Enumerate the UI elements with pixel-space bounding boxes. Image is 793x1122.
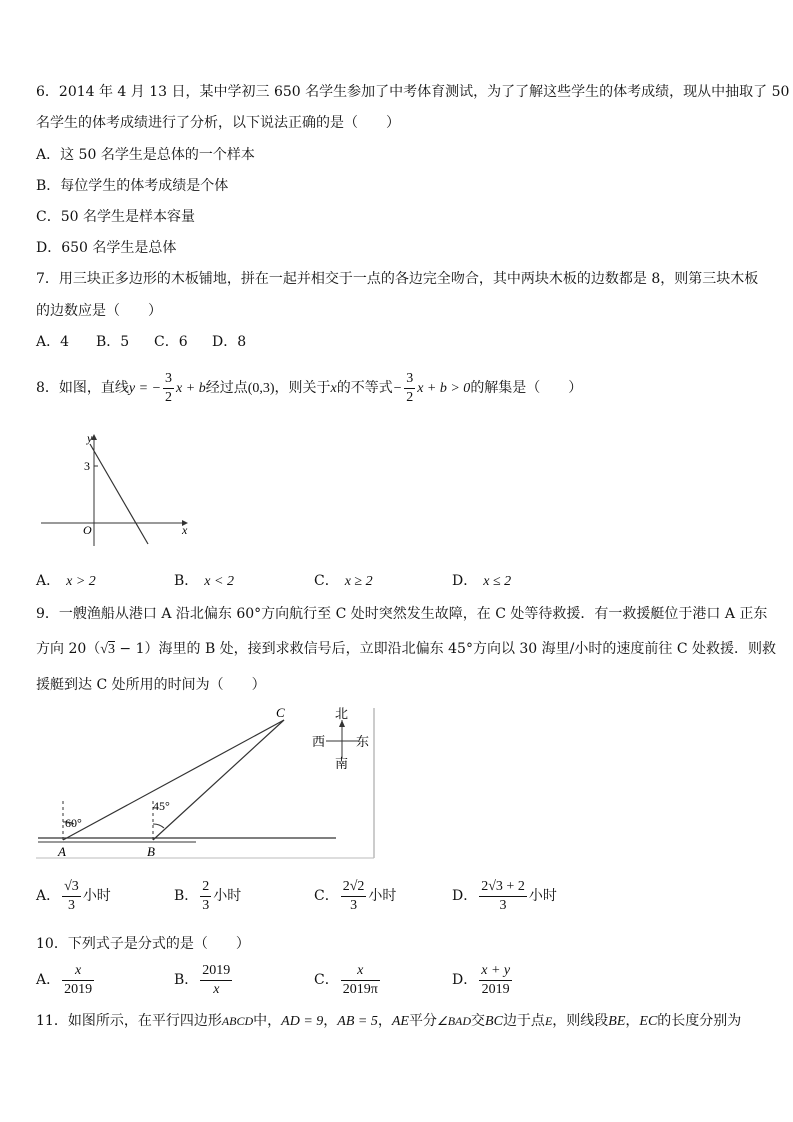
q9-option-d-letter: D． <box>452 888 478 904</box>
q10-option-b-den: x <box>213 981 220 997</box>
q9-option-d-den: 3 <box>499 897 507 913</box>
q9-option-b-unit: 小时 <box>213 888 242 904</box>
q9-option-d-frac <box>479 878 527 915</box>
y-tick-label: 3 <box>84 459 90 473</box>
q11-t10: 的长度分别为 <box>657 1013 742 1029</box>
q9-option-c <box>314 876 396 916</box>
q11-t2: 中， <box>253 1013 282 1029</box>
q11-abcd: ABCD <box>221 1014 254 1028</box>
q10-option-a-den: 2019 <box>64 981 93 997</box>
q9-option-b-letter: B． <box>174 888 199 904</box>
q10-option-b-num: 2019 <box>200 962 232 981</box>
q8-ineq-rhs: x + b > 0 <box>417 381 471 396</box>
compass-south: 南 <box>335 756 349 771</box>
q9-option-a-num: √3 <box>62 878 81 897</box>
x-axis-label: x <box>182 523 188 537</box>
origin-label: O <box>83 523 92 537</box>
q9-option-c-den: 3 <box>350 897 358 913</box>
label-a: A <box>58 844 66 859</box>
q9-option-c-letter: C． <box>314 888 339 904</box>
q11-t3: ， <box>323 1013 338 1029</box>
q8-ineq-fraction <box>404 370 415 407</box>
q6-option-c: C．50 名学生是样本容量 <box>36 209 195 225</box>
q11-be: BE <box>608 1014 626 1029</box>
q10-option-a <box>36 960 96 1000</box>
q8-mid3: 的不等式 <box>336 380 393 396</box>
q8-option-b-expr: x < 2 <box>204 574 234 589</box>
q11-bc: BC <box>485 1014 503 1029</box>
q9-sqrt: √3 <box>100 642 115 657</box>
q6-line1: 6．2014 年 4 月 13 日，某中学初三 650 名学生参加了中考体育测试，为了了解这些学生的体考成绩，现从中抽取了 50 <box>36 84 790 100</box>
q8-option-b-letter: B． <box>174 573 199 589</box>
q8-graph <box>36 428 196 550</box>
q10-option-c <box>314 960 382 1000</box>
q9-option-b-frac <box>200 878 211 915</box>
q8-option-c <box>314 572 373 591</box>
q9-figure <box>36 700 381 862</box>
q9-line2-b: − 1）海里的 B 处，接到求救信号后，立即沿北偏东 45°方向以 30 海里/小时的速度前往 C 处救援．则救 <box>114 641 776 657</box>
q9-option-b-den: 3 <box>202 897 210 913</box>
q9-line2-a: 方向 20（ <box>36 641 101 657</box>
q11-t4: ， <box>377 1013 392 1029</box>
angle-b-arc <box>153 824 164 828</box>
q8-option-c-letter: C． <box>314 573 339 589</box>
q7-option-b: B．5 <box>96 334 130 350</box>
q8-slope-num: 3 <box>163 370 174 389</box>
q11-t5: 平分 <box>408 1013 437 1029</box>
q11-t1: 11．如图所示，在平行四边形 <box>36 1013 222 1029</box>
q8-slope-den: 2 <box>165 389 173 405</box>
q10-option-b-frac <box>200 962 232 999</box>
q6-line2: 名学生的体考成绩进行了分析，以下说法正确的是（ ） <box>36 115 400 131</box>
q10-option-c-num: x <box>341 962 380 981</box>
q8-eq-lhs: y = − <box>128 381 162 396</box>
q9-line2 <box>36 640 776 659</box>
compass-arrow <box>339 720 345 727</box>
q8-eq-rhs: x + b <box>176 381 206 396</box>
q8-option-b <box>174 572 234 591</box>
q11-t6: 交 <box>471 1013 486 1029</box>
label-c: C <box>276 705 285 720</box>
q10-option-d-frac <box>479 962 512 999</box>
q7-option-d: D．8 <box>212 334 247 350</box>
q9-option-d-num: 2√3 + 2 <box>479 878 527 897</box>
q11-bad: ∠BAD <box>436 1014 472 1028</box>
compass-west: 西 <box>312 734 326 749</box>
q11-ec: EC <box>639 1014 658 1029</box>
q8-ineq-den: 2 <box>406 389 414 405</box>
q9-option-c-num: 2√2 <box>341 878 367 897</box>
q10-option-d <box>452 960 514 1000</box>
q8-option-d-expr: x ≤ 2 <box>483 574 512 589</box>
angle-b-label: 45° <box>153 799 170 813</box>
q11-ab: AB = 5 <box>337 1014 378 1029</box>
q8-option-c-expr: x ≥ 2 <box>344 574 373 589</box>
q6-option-d: D．650 名学生是总体 <box>36 240 177 256</box>
q7-option-a: A．4 <box>36 334 70 350</box>
q9-option-c-frac <box>341 878 367 915</box>
q9-option-a-letter: A． <box>36 888 61 904</box>
q10-option-b-letter: B． <box>174 972 199 988</box>
q10-option-d-letter: D． <box>452 972 478 988</box>
q8-slope-fraction <box>163 370 174 407</box>
q8-suffix: 的解集是（ ） <box>470 380 583 396</box>
y-axis-label: y <box>87 431 93 445</box>
q9-option-a-unit: 小时 <box>82 888 111 904</box>
q10-option-b <box>174 960 234 1000</box>
q8-var: x <box>330 381 337 396</box>
q10-option-a-letter: A． <box>36 972 61 988</box>
q8-ineq-num: 3 <box>404 370 415 389</box>
q8-mid: 经过点 <box>205 380 248 396</box>
q10-option-a-num: x <box>62 962 94 981</box>
q9-option-a-den: 3 <box>67 897 75 913</box>
q8-option-d-letter: D． <box>452 573 478 589</box>
q7-option-c: C．6 <box>154 334 188 350</box>
angle-a-label: 60° <box>65 816 82 830</box>
q8-option-d <box>452 572 511 591</box>
q8-prefix: 8．如图，直线 <box>36 380 129 396</box>
q10-option-d-num: x + y <box>479 962 512 981</box>
q11-line1 <box>36 1012 741 1031</box>
q11-e: E <box>544 1014 553 1028</box>
q8-mid2: ，则关于 <box>274 380 331 396</box>
q10-option-c-frac <box>341 962 380 999</box>
q6-option-b: B．每位学生的体考成绩是个体 <box>36 178 229 194</box>
q6-option-a: A．这 50 名学生是总体的一个样本 <box>36 147 255 163</box>
q7-line1: 7．用三块正多边形的木板铺地，拼在一起并相交于一点的各边完全吻合，其中两块木板的边数都是 8，则第三块木板 <box>36 271 759 287</box>
q7-line2: 的边数应是（ ） <box>36 303 162 319</box>
q10-option-c-letter: C． <box>314 972 339 988</box>
q11-t9: ， <box>625 1013 640 1029</box>
q8-option-a-expr: x > 2 <box>66 574 96 589</box>
q10-option-a-frac <box>62 962 94 999</box>
q9-option-d <box>452 876 557 916</box>
label-b: B <box>147 844 155 859</box>
q9-line3: 援艇到达 C 处所用的时间为（ ） <box>36 677 266 693</box>
q9-option-b-num: 2 <box>200 878 211 897</box>
q10-option-c-den: 2019π <box>342 981 378 997</box>
compass-east: 东 <box>356 734 370 749</box>
q9-sqrt-arg: 3 <box>107 642 115 657</box>
q10-line1: 10．下列式子是分式的是（ ） <box>36 936 250 952</box>
q9-option-a-frac <box>62 878 81 915</box>
q11-ae: AE <box>391 1014 409 1029</box>
compass-north: 北 <box>335 706 349 721</box>
q9-option-d-unit: 小时 <box>528 888 557 904</box>
q8-option-a-letter: A． <box>36 573 61 589</box>
q8-stem <box>36 368 582 409</box>
q8-ineq-lhs: − <box>392 381 403 396</box>
q11-ad: AD = 9 <box>281 1014 324 1029</box>
line-graph <box>90 444 148 544</box>
q9-option-c-unit: 小时 <box>368 888 397 904</box>
q10-option-d-den: 2019 <box>481 981 510 997</box>
q8-option-a <box>36 572 96 591</box>
q11-t8: ，则线段 <box>552 1013 609 1029</box>
q9-option-a <box>36 876 111 916</box>
q8-point: (0,3) <box>247 381 275 396</box>
q9-line1: 9．一艘渔船从港口 A 沿北偏东 60°方向航行至 C 处时突然发生故障，在 C 处等待救援．有一救援艇位于港口 A 正东 <box>36 606 768 622</box>
q11-t7: 边于点 <box>502 1013 545 1029</box>
q9-option-b <box>174 876 241 916</box>
